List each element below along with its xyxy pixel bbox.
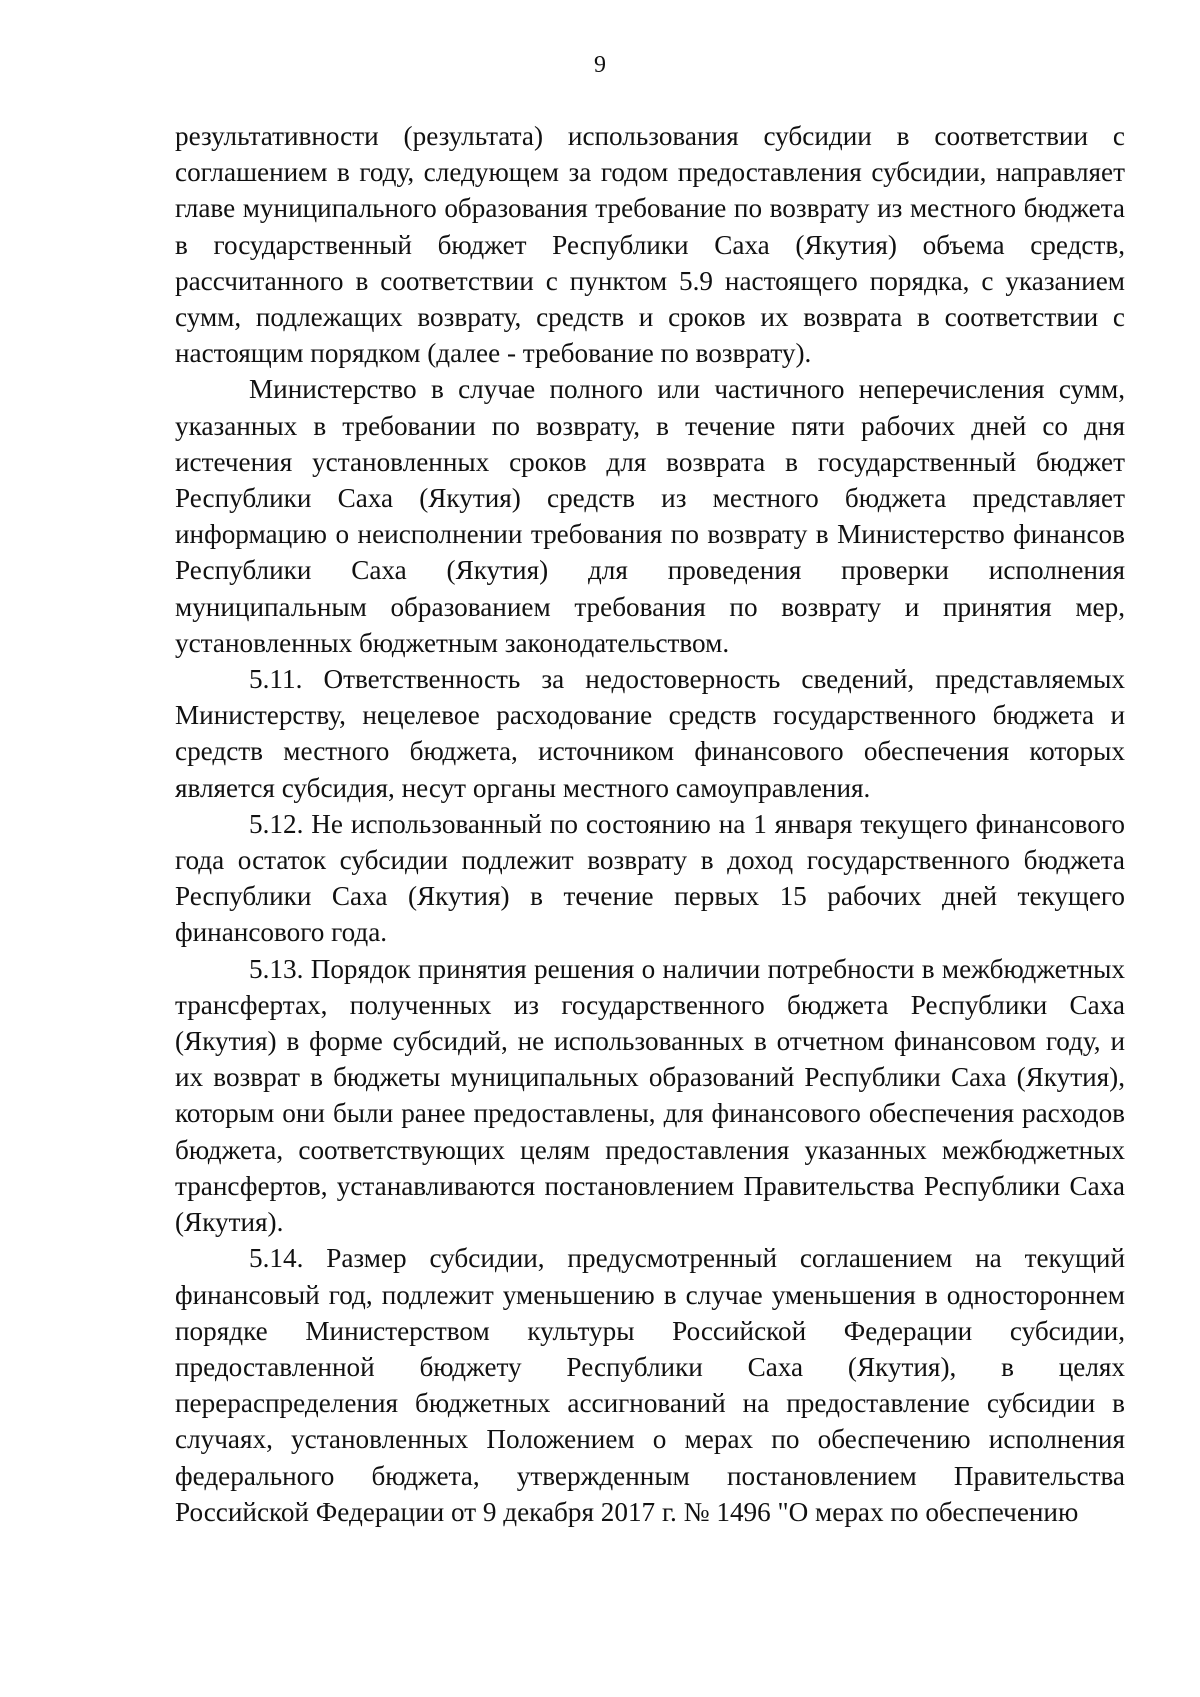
paragraph-5-12: 5.12. Не использованный по состоянию на 1 января текущего финансового года остаток субсидии подлежит возврату в доход государственного бюджета Республики Саха (Якутия) в течение первых 15 рабочих дней текущего финансового года.: [175, 808, 1125, 948]
page-number: 9: [594, 52, 606, 78]
document-body: [175, 118, 1125, 1530]
paragraph-5-11: 5.11. Ответственность за недостоверность сведений, представляемых Министерству, нецелевое расходование средств государственного бюджета и средств местного бюджета, источником финансового обеспечения которых является субсидия, несут органы местного самоуправления.: [175, 664, 1125, 803]
paragraph-ministry-notice: Министерство в случае полного или частичного неперечисления сумм, указанных в требовании по возврату, в течение пяти рабочих дней со дня истечения установленных сроков для возврата в государственный бюджет Республики Саха (Якутия) средств из местного бюджета представляет информацию о неисполнении требования по возврату в Министерство финансов Республики Саха (Якутия) для проведения проверки исполнения муниципальным образованием требования по возврату и принятия мер, установленных бюджетным законодательством.: [175, 374, 1125, 658]
paragraph-5-14: 5.14. Размер субсидии, предусмотренный соглашением на текущий финансовый год, подлежит уменьшению в случае уменьшения в одностороннем порядке Министерством культуры Российской Федерации субсидии, предоставленной бюджету Республики Саха (Якутия), в целях перераспределения бюджетных ассигнований на предоставление субсидии в случаях, установленных Положением о мерах по обеспечению исполнения федерального бюджета, утвержденным постановлением Правительства Российской Федерации от 9 декабря 2017 г. № 1496 "О мерах по обеспечению: [175, 1243, 1125, 1527]
paragraph-continuation: результативности (результата) использования субсидии в соответствии с соглашением в году, следующем за годом предоставления субсидии, направляет главе муниципального образования требование по возврату из местного бюджета в государственный бюджет Республики Саха (Якутия) объема средств, рассчитанного в соответствии с пунктом 5.9 настоящего порядка, с указанием сумм, подлежащих возврату, средств и сроков их возврата в соответствии с настоящим порядком (далее - требование по возврату).: [175, 121, 1125, 369]
paragraph-5-13: 5.13. Порядок принятия решения о наличии потребности в межбюджетных трансфертах, полученных из государственного бюджета Республики Саха (Якутия) в форме субсидий, не использованных в отчетном финансовом году, и их возврат в бюджеты муниципальных образований Республики Саха (Якутия), которым они были ранее предоставлены, для финансового обеспечения расходов бюджета, соответствующих целям предоставления указанных межбюджетных трансфертов, устанавливаются постановлением Правительства Республики Саха (Якутия).: [175, 953, 1125, 1238]
